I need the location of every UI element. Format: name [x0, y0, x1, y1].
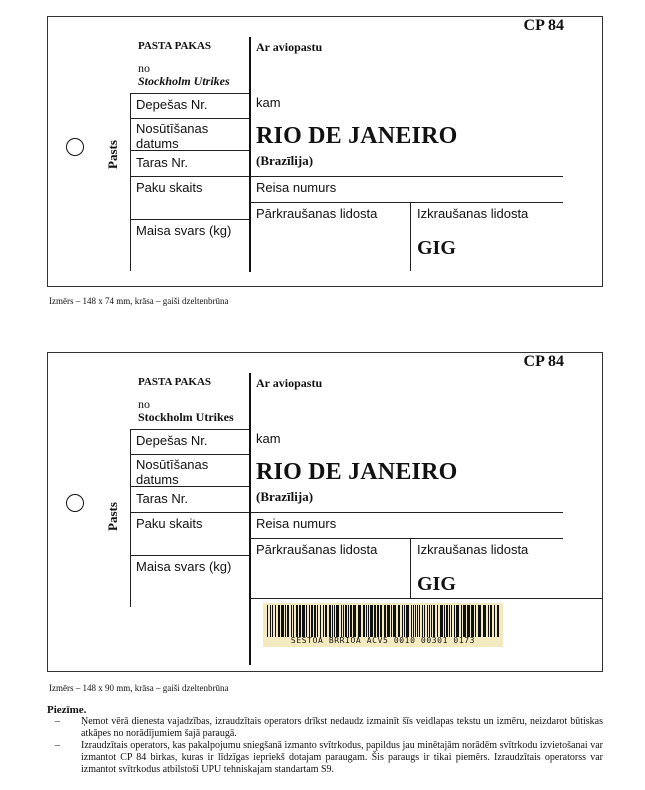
barcode-bar: [267, 605, 268, 637]
barcode-bar: [377, 605, 379, 637]
barcode-bar: [467, 605, 470, 637]
barcode-bar: [350, 605, 352, 637]
row-border: [130, 555, 250, 556]
barcode-bar: [285, 605, 286, 637]
destination-city: RIO DE JANEIRO: [256, 459, 458, 485]
barcode-bar: [293, 605, 294, 637]
barcode-bar: [287, 605, 289, 637]
barcode-strip: [263, 603, 503, 647]
barcode-bar: [411, 605, 412, 637]
barcode-bar: [270, 605, 271, 637]
destination-country: (Brazīlija): [256, 153, 314, 168]
barcode-bar: [431, 605, 432, 637]
barcode-bar: [494, 605, 495, 637]
center-divider: [249, 37, 251, 272]
barcode-bar: [454, 605, 455, 637]
row-border: [250, 512, 563, 513]
barcode-bar: [424, 605, 425, 637]
field-unload-airport: Izkraušanas lidosta: [417, 206, 529, 221]
center-divider: [249, 373, 251, 665]
barcode-bar: [325, 605, 327, 637]
barcode-bar: [451, 605, 452, 637]
barcode-bar: [323, 605, 324, 637]
barcode-bar: [306, 605, 307, 637]
barcode-bar: [366, 605, 367, 637]
to-label: kam: [256, 95, 281, 110]
barcode-bar: [332, 605, 333, 637]
barcode-bar: [393, 605, 396, 637]
row-border: [250, 202, 563, 203]
barcode-bar: [429, 605, 430, 637]
office-no: no: [138, 61, 150, 75]
barcode-bar: [427, 605, 428, 637]
row-border: [130, 219, 250, 220]
office-label: PASTA PAKAS: [138, 40, 212, 52]
barcode-bar: [345, 605, 347, 637]
barcode-bar: [374, 605, 376, 637]
form-code: CP 84: [523, 353, 564, 370]
row-border: [130, 176, 250, 177]
barcode-bar: [272, 605, 273, 637]
barcode-bar: [343, 605, 344, 637]
field-parcel-count: Paku skaits: [136, 180, 203, 195]
barcode-bar: [384, 605, 386, 637]
barcode-bar: [317, 605, 318, 637]
note-text: Izraudzītais operators, kas pakalpojumu sniegšanā izmanto svītrkodus, papildus jau minētajām norādēm svītrkodu izvietošanai var izmantot CP 84 birkas, kuras ir līdzīgas iepriekš dotajam paraugam. Šis paraugs ir tikai piemērs. Izraudzītais operatorss var izmantot svītrkodus atbilstoši UPU tehniskajam standartam S9.: [81, 740, 603, 775]
destination-country: (Brazīlija): [256, 489, 314, 504]
row-border: [130, 118, 250, 119]
to-label: kam: [256, 431, 281, 446]
barcode-bar: [417, 605, 418, 637]
field-container-no: Taras Nr.: [136, 155, 189, 170]
barcode-bar: [422, 605, 423, 637]
barcode-bar: [413, 605, 414, 637]
note-title: Piezīme.: [47, 704, 87, 716]
barcode-bar: [483, 605, 486, 637]
field-dispatch-date: Nosūtīšanas datums: [136, 457, 209, 487]
airport-code: GIG: [417, 573, 456, 595]
note-text: Ņemot vērā dienesta vajadzības, izraudzītais operators drīkst nedaudz izmainīt šīs veidlapas tekstu un izmēru, neizdarot būtiskas atkāpes no norādījumiem šajā paraugā.: [81, 716, 603, 739]
barcode-bar: [302, 605, 305, 637]
barcode-bar: [404, 605, 405, 637]
barcode-bar: [475, 605, 476, 637]
row-border: [130, 512, 250, 513]
dash-bullet: –: [55, 716, 60, 727]
field-flight-no: Reisa numurs: [256, 180, 337, 195]
barcode-bar: [391, 605, 392, 637]
barcode-bar: [341, 605, 342, 637]
side-label: Pasts: [105, 502, 120, 531]
size-caption: Izmērs – 148 x 90 mm, krāsa – gaiši dzeltenbrūna: [49, 683, 229, 693]
barcode-bar: [275, 605, 276, 637]
barcode-text: SESTOA BRRIOA ACV5 0010 00301 0173: [290, 636, 476, 645]
barcode-bar: [433, 605, 435, 637]
barcode-bar: [415, 605, 416, 637]
barcode-bar: [406, 605, 409, 637]
barcode-bar: [363, 605, 365, 637]
field-dispatch-date: Nosūtīšanas datums: [136, 121, 209, 151]
barcode-bar: [353, 605, 356, 637]
barcode-bar: [278, 605, 280, 637]
airport-code: GIG: [417, 237, 456, 259]
barcode-bar: [291, 605, 292, 637]
barcode-bar: [471, 605, 474, 637]
barcode-bar: [463, 605, 466, 637]
barcode-bar: [497, 605, 499, 637]
field-parcel-count: Paku skaits: [136, 516, 203, 531]
footnote: [47, 704, 603, 776]
barcode-bar: [478, 605, 481, 637]
barcode-bar: [311, 605, 313, 637]
barcode-bar: [309, 605, 310, 637]
field-transfer-airport: Pārkraušanas lidosta: [256, 542, 378, 557]
barcode-bar: [329, 605, 331, 637]
barcode-bar: [348, 605, 349, 637]
row-border: [410, 202, 411, 271]
field-transfer-airport: Pārkraušanas lidosta: [256, 206, 378, 221]
barcode-bar: [314, 605, 316, 637]
field-bag-weight: Maisa svars (kg): [136, 223, 232, 238]
note-item: [47, 716, 603, 740]
barcode-bar: [456, 605, 459, 637]
barcode-bar: [449, 605, 450, 637]
row-border: [250, 538, 563, 539]
barcode-bar: [336, 605, 339, 637]
row-border: [410, 538, 411, 598]
barcode-bar: [320, 605, 321, 637]
barcode-bar: [398, 605, 400, 637]
destination-city: RIO DE JANEIRO: [256, 123, 458, 149]
note-item: [47, 740, 603, 776]
barcode-icon: [263, 605, 503, 637]
barcode-bar: [380, 605, 382, 637]
barcode-bar: [281, 605, 284, 637]
barcode-bar: [488, 605, 489, 637]
airmail-label: Ar aviopastu: [256, 376, 323, 390]
side-label: Pasts: [105, 140, 120, 169]
row-border: [130, 429, 131, 607]
office-name: Stockholm Utrikes: [138, 410, 234, 424]
cp84-label-small: [47, 16, 603, 287]
barcode-bar: [490, 605, 492, 637]
row-border: [130, 429, 250, 430]
barcode-bar: [334, 605, 335, 637]
barcode-bar: [370, 605, 373, 637]
barcode-bar: [440, 605, 443, 637]
office-name: Stockholm Utrikes: [138, 74, 230, 88]
tie-hole-icon: [66, 138, 84, 156]
row-border: [130, 93, 250, 94]
field-bag-weight: Maisa svars (kg): [136, 559, 232, 574]
field-flight-no: Reisa numurs: [256, 516, 337, 531]
cp84-label-barcode: [47, 352, 603, 672]
field-container-no: Taras Nr.: [136, 491, 189, 506]
form-code: CP 84: [523, 17, 564, 34]
row-border: [130, 454, 250, 455]
airmail-label: Ar aviopastu: [256, 40, 323, 54]
barcode-bar: [368, 605, 369, 637]
row-border: [250, 176, 563, 177]
barcode-bar: [358, 605, 361, 637]
dash-bullet: –: [55, 740, 60, 751]
row-border: [250, 598, 603, 599]
office-label: PASTA PAKAS: [138, 376, 212, 388]
barcode-bar: [444, 605, 445, 637]
field-dispatch-no: Depešas Nr.: [136, 97, 208, 112]
tie-hole-icon: [66, 494, 84, 512]
field-dispatch-no: Depešas Nr.: [136, 433, 208, 448]
barcode-bar: [419, 605, 420, 637]
office-no: no: [138, 397, 150, 411]
barcode-bar: [446, 605, 448, 637]
barcode-bar: [387, 605, 390, 637]
barcode-bar: [461, 605, 462, 637]
barcode-bar: [299, 605, 301, 637]
row-border: [130, 93, 131, 271]
barcode-bar: [296, 605, 298, 637]
size-caption: Izmērs – 148 x 74 mm, krāsa – gaiši dzeltenbrūna: [49, 296, 229, 306]
barcode-bar: [437, 605, 438, 637]
field-unload-airport: Izkraušanas lidosta: [417, 542, 529, 557]
barcode-bar: [402, 605, 403, 637]
